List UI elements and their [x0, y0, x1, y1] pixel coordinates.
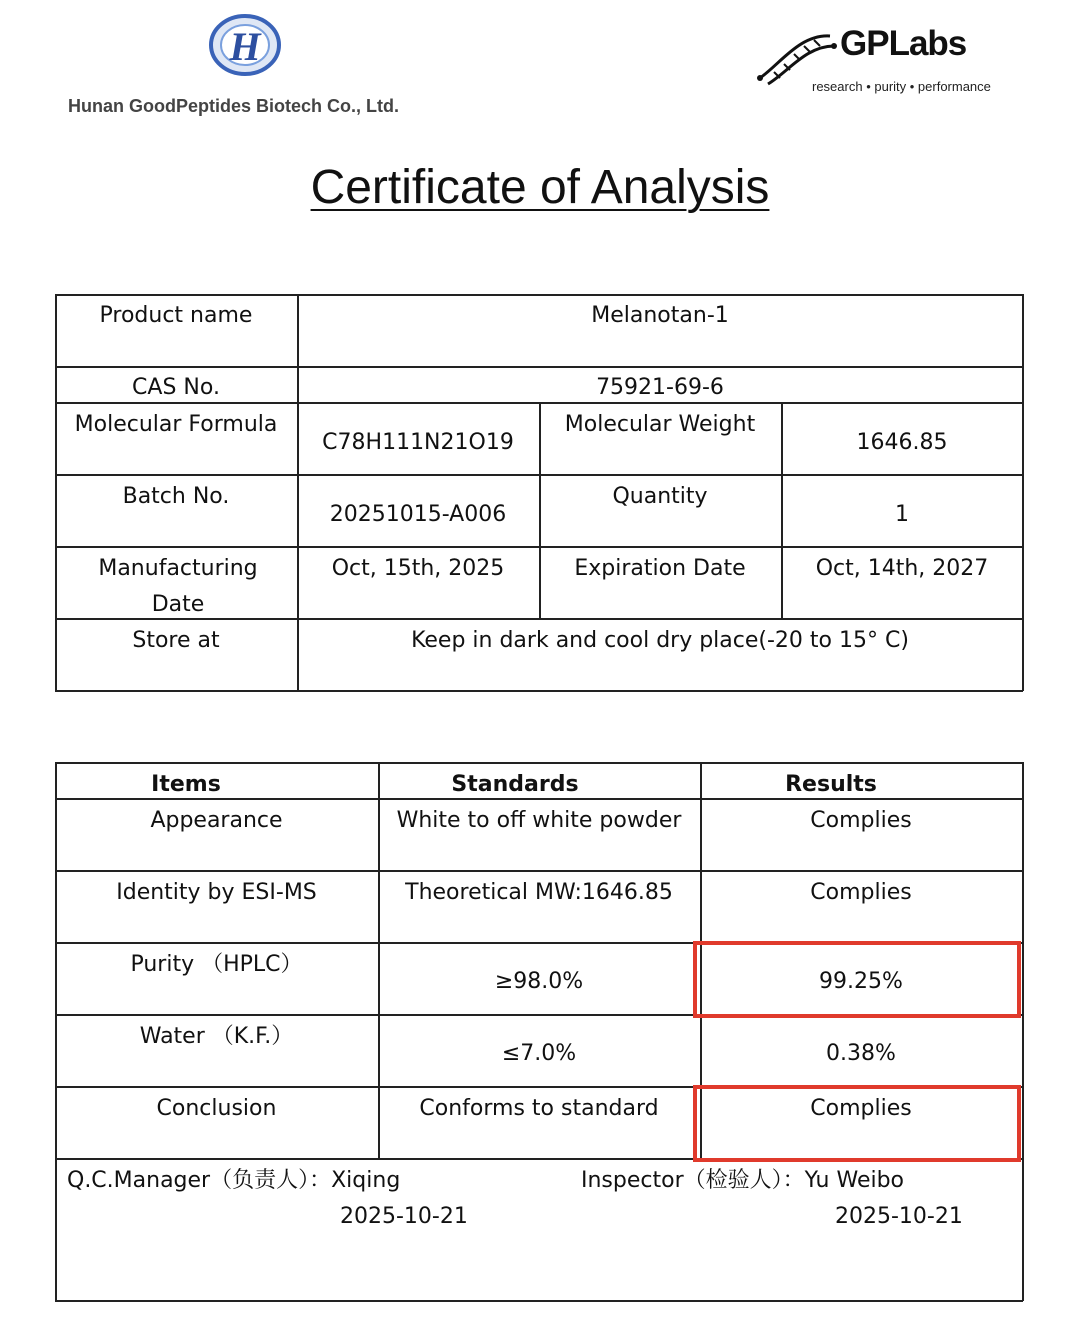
- qc-manager-name: Xiqing: [331, 1168, 401, 1193]
- dna-helix-icon: [754, 28, 838, 86]
- row-identity-item: Identity by ESI-MS: [116, 880, 317, 905]
- conclusion-highlight-box: [693, 1085, 1021, 1162]
- qc-manager-label: Q.C.Manager（负责人）：: [67, 1168, 332, 1193]
- mfg-value: Oct, 15th, 2025: [331, 556, 505, 581]
- store-label: Store at: [132, 628, 220, 653]
- purity-highlight-box: [693, 941, 1021, 1018]
- row-water-standard: ≤7.0%: [501, 1041, 577, 1066]
- formula-label: Molecular Formula: [74, 412, 278, 437]
- inspector-signature: [581, 1166, 904, 1196]
- header-standards: Standards: [451, 772, 579, 797]
- row-appearance-standard: White to off white powder: [396, 808, 682, 833]
- mw-value: 1646.85: [856, 430, 948, 455]
- row-conclusion-item: Conclusion: [156, 1096, 277, 1121]
- goodpeptides-logo: [206, 12, 284, 78]
- qc-manager-signature: [67, 1166, 400, 1196]
- qc-manager-date: 2025-10-21: [340, 1204, 468, 1229]
- product-name-value: Melanotan-1: [591, 303, 729, 328]
- product-name-label: Product name: [99, 303, 253, 328]
- header-results: Results: [785, 772, 877, 797]
- row-identity-standard: Theoretical MW:1646.85: [405, 880, 673, 905]
- logo-letter: H: [229, 24, 261, 69]
- company-name: Hunan GoodPeptides Biotech Co., Ltd.: [68, 96, 399, 116]
- inspector-name: Yu Weibo: [804, 1168, 905, 1193]
- row-purity-standard: ≥98.0%: [494, 969, 584, 994]
- row-purity-result: 99.25%: [819, 969, 903, 994]
- row-appearance-result: Complies: [810, 808, 912, 833]
- quantity-value: 1: [895, 502, 909, 527]
- brand-tagline: research • purity • performance: [812, 79, 991, 94]
- row-water-item: Water （K.F.）: [139, 1024, 294, 1049]
- cas-value: 75921-69-6: [596, 375, 724, 400]
- row-conclusion-standard: Conforms to standard: [419, 1096, 659, 1121]
- brand-name: GPLabs: [840, 24, 967, 63]
- batch-label: Batch No.: [122, 484, 230, 509]
- mfg-label-line1: Manufacturing: [98, 556, 258, 581]
- quantity-label: Quantity: [612, 484, 708, 509]
- cas-label: CAS No.: [132, 375, 220, 400]
- row-conclusion-result: Complies: [810, 1096, 912, 1121]
- exp-value: Oct, 14th, 2027: [815, 556, 989, 581]
- mfg-label-line2: Date: [151, 592, 205, 617]
- header-items: Items: [151, 772, 221, 797]
- batch-value: 20251015-A006: [329, 502, 507, 527]
- inspector-date: 2025-10-21: [835, 1204, 963, 1229]
- row-appearance-item: Appearance: [150, 808, 283, 833]
- row-water-result: 0.38%: [826, 1041, 896, 1066]
- formula-value: C78H111N21O19: [322, 430, 514, 455]
- exp-label: Expiration Date: [574, 556, 746, 581]
- page-title: Certificate of Analysis: [310, 161, 770, 214]
- store-value: Keep in dark and cool dry place(-20 to 15° C): [411, 628, 909, 653]
- row-identity-result: Complies: [810, 880, 912, 905]
- row-purity-item: Purity （HPLC）: [130, 952, 303, 977]
- mw-label: Molecular Weight: [564, 412, 756, 437]
- inspector-label: Inspector（检验人）：: [581, 1168, 805, 1193]
